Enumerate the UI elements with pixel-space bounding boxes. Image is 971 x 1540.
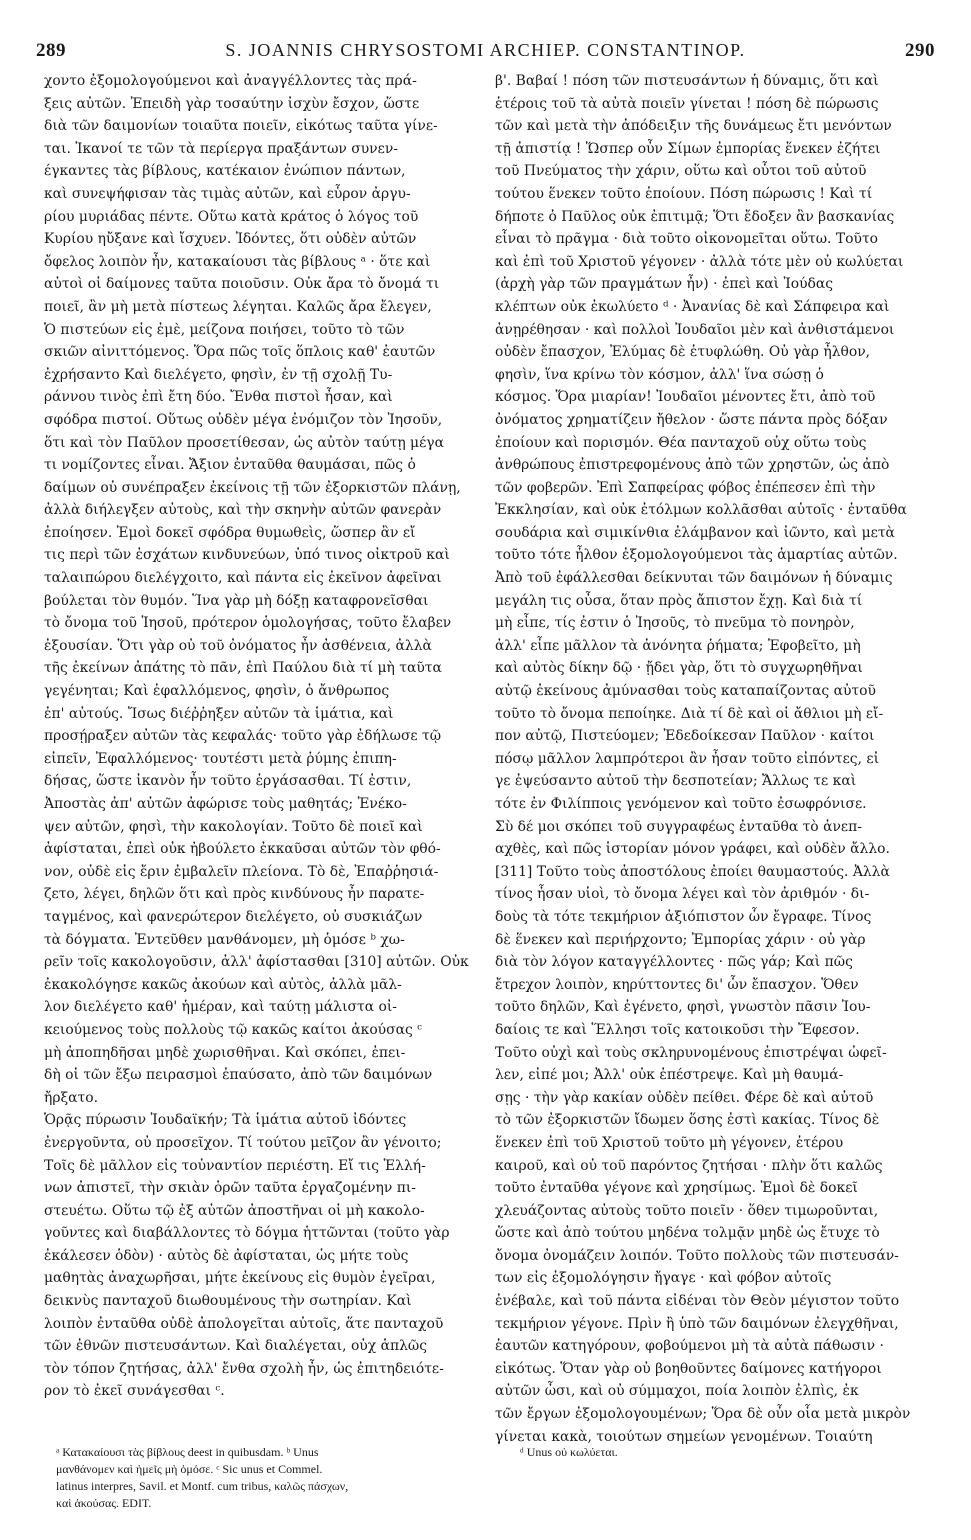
- text-line: δὲ ἕνεκεν καὶ περιήρχοντο; Ἐμπορίας χάριν · οὐ γὰρ: [495, 931, 866, 948]
- text-line: ρίου μυριάδας πέντε. Οὕτω κατὰ κράτος ὁ λόγος τοῦ: [44, 208, 419, 225]
- text-line: στευέτω. Οὕτω τῷ ἐξ αὐτῶν ἀποστῆναι οἱ μὴ κακολο-: [44, 1202, 425, 1219]
- text-line: ὀνόματος χρηματίζειν ἤθελον · ὥστε πάντα πρὸς δόξαν: [495, 411, 888, 428]
- text-line: διὰ τῶν δαιμονίων τοιαῦτα ποιεῖν, εἰκότως ταῦτα γίνε-: [44, 118, 438, 135]
- left-page-number: 289: [36, 40, 66, 61]
- text-line: ἐποίουν καὶ πορισμόν. Θέα πανταχοῦ οὐχ οὕτω τοὺς: [495, 434, 867, 451]
- text-line: χλευάζοντας αὐτοὺς τοῦτο ποιεῖν · ὅθεν τιμωροῦνται,: [495, 1202, 879, 1219]
- text-line: ξεις αὐτῶν. Ἐπειδὴ γὰρ τοσαύτην ἰσχὺν ἔσχον, ὥστε: [44, 95, 420, 112]
- text-line: τις περὶ τῶν ἐσχάτων κινδυνεύων, ὑπό τινος οἰκτροῦ καὶ: [44, 547, 450, 564]
- text-line: τοῦτο τότε ἦλθον ἐξομολογούμενοι τὰς ἁμαρτίας αὐτῶν.: [495, 547, 898, 564]
- text-line: τῶν ἐθνῶν πιστευσάντων. Καὶ διαλέγεται, οὐχ ἁπλῶς: [44, 1338, 428, 1355]
- text-line: σκιῶν αἰνιττόμενος. Ὅρα πῶς τοῖς ὅπλοις καθ' ἑαυτῶν: [44, 344, 436, 361]
- footnote-line: latinus interpres, Savil. et Montf. cum tribus, καλῶς πάσχων,: [56, 1479, 349, 1493]
- text-line: διὰ τὸν λόγον καταγγέλλοντες · πῶς γάρ; Καὶ πῶς: [495, 954, 853, 971]
- text-line: (ἀρχὴ γὰρ τῶν πραγμάτων ἦν) · ἐπεὶ καὶ Ἰούδας: [495, 276, 834, 293]
- text-line: σῃς · τὴν γὰρ κακίαν οὐδὲν πείθει. Φέρε δὲ καὶ αὐτοῦ: [495, 1089, 874, 1106]
- text-line: ράννου τινὸς ἐπὶ ἔτη δύο. Ἔνθα πιστοὶ ἦσαν, καὶ: [44, 389, 393, 406]
- right-page-number: 290: [905, 40, 935, 61]
- text-line: καὶ αὐτὸς δίκην δῷ · ᾔδει γὰρ, ὅτι τὸ συγχωρηθῆναι: [495, 660, 863, 677]
- text-line: δήποτε ὁ Παῦλος οὐκ ἐπιτιμᾷ; Ὅτι ἔδοξεν ἂν βασκανίας: [495, 208, 895, 225]
- text-line: [311] Τοῦτο τοὺς ἀποστόλους ἐποίει θαυμαστούς. Ἀλλὰ: [495, 863, 890, 880]
- text-line: δαίοις τε καὶ Ἕλλησι τοῖς κατοικοῦσι τὴν Ἔφεσον.: [495, 1021, 860, 1038]
- text-line: φησὶν, ἵνα κρίνω τὸν κόσμον, ἀλλ' ἵνα σώσῃ ὁ: [495, 366, 824, 383]
- text-line: εἰπεῖν, Ἐφαλλόμενος· τουτέστι μετὰ ῥύμης ἐπιπη-: [44, 750, 397, 767]
- text-line: νων ἀπιστεῖ, τὴν σκιὰν ὁρῶν ταῦτα ἐργαζομένην πι-: [44, 1180, 416, 1197]
- text-line: τοῦτο ἐνταῦθα γέγονε καὶ χρησίμως. Ἐμοὶ δὲ δοκεῖ: [495, 1180, 858, 1197]
- left-footnotes: [56, 1444, 486, 1512]
- text-line: ἐνεργοῦντα, οὐ προσεῖχον. Τί τούτου μεῖζον ἂν γένοιτο;: [44, 1134, 442, 1151]
- text-line: ἕνεκεν ἐπὶ τοῦ Χριστοῦ τοῦτο μὴ γέγονεν, ἑτέρου: [495, 1134, 844, 1151]
- text-line: τὰ δόγματα. Ἐντεῦθεν μανθάνομεν, μὴ ὁμόσε ᵇ χω-: [44, 931, 405, 948]
- text-line: λοιπὸν ἐνταῦθα οὐδὲ ἀπολογεῖται αὐτοῖς, ἅτε πανταχοῦ: [44, 1315, 444, 1332]
- text-line: δεικνὺς πανταχοῦ διωθουμένους τὴν σωτηρίαν. Καὶ: [44, 1293, 412, 1310]
- text-line: εἶναι τὸ πρᾶγμα · διὰ τοῦτο οἰκονομεῖται οὕτω. Τοῦτο: [495, 231, 879, 248]
- text-line: Ἀπὸ τοῦ ἐφάλλεσθαι δείκνυται τῶν δαιμόνων ἡ δύναμις: [495, 570, 893, 587]
- text-line: τεκμήριον γέγονε. Πρὶν ἢ ὑπὸ τῶν δαιμόνων ἐλεγχθῆναι,: [495, 1315, 899, 1332]
- text-line: ἀνθρώπους ἐπιστρεφομένους ἀπὸ τῶν χρηστῶν, ὡς ἀπὸ: [495, 457, 890, 474]
- text-line: αχθὲς, καὶ πῶς ἱστορίαν μόνον γράφει, καὶ οὐδὲν ἄλλο.: [495, 841, 890, 858]
- text-line: κλέπτων οὐκ ἐκωλύετο ᵈ · Ἀνανίας δὲ καὶ Σάπφειρα καὶ: [495, 298, 890, 315]
- text-line: βούλεται τὸν θυμόν. Ἵνα γὰρ μὴ δόξῃ καταφρονεῖσθαι: [44, 592, 429, 609]
- text-line: ἀλλ' εἶπε μᾶλλον τὰ ἀνόνητα ῥήματα; Ἐφοβεῖτο, μὴ: [495, 637, 861, 654]
- text-line: γοῦντες καὶ διαβάλλοντες τὸ δόγμα ἡττῶνται (τοῦτο γὰρ: [44, 1225, 450, 1242]
- text-line: δήσας, ὥστε ἱκανὸν ἦν τοῦτο ἐργάσασθαι. Τί ἐστιν,: [44, 773, 412, 790]
- text-line: χοντο ἐξομολογούμενοι καὶ ἀναγγέλλοντες τὰς πρά-: [44, 73, 417, 89]
- text-line: ἐκακολόγησε κακῶς ἀκούων καὶ αὐτὸς, ἀλλὰ μᾶλ-: [44, 976, 402, 993]
- running-title: S. JOANNIS CHRYSOSTOMI ARCHIEP. CONSTANTINOP.: [225, 40, 746, 60]
- running-header: [36, 40, 935, 66]
- text-line: τὸ ὄνομα τοῦ Ἰησοῦ, πρότερον ὁμολογήσας, τοῦτο ἔλαβεν: [44, 615, 452, 632]
- text-line: γε ἐψεύσαντο αὐτοῦ τὴν δεσποτείαν; Ἄλλως τε καὶ: [495, 773, 857, 790]
- text-line: τῇ ἀπιστίᾳ ! Ὥσπερ οὖν Σίμων ἐμπορίας ἕνεκεν ἐζήτει: [495, 140, 881, 157]
- text-line: εἰκότως. Ὅταν γὰρ οὐ βοηθοῦντες δαίμονες κατήγοροι: [495, 1360, 882, 1377]
- text-line: ται. Ἱκανοί τε τῶν τὰ περίεργα πραξάντων συνεν-: [44, 140, 398, 157]
- text-line: ταγμένος, καὶ φανερώτερον διελέγετο, οὐ συσκιάζων: [44, 908, 423, 925]
- right-text-column: [495, 70, 937, 1448]
- footnote-line: καὶ ἀκούσας. EDIT.: [56, 1496, 152, 1510]
- text-line: δὴ οἱ τῶν ἔξω πειρασμοὶ ἐπαύσατο, ἀπὸ τῶν δαιμόνων: [44, 1067, 433, 1084]
- text-line: ἤρξατο.: [44, 1089, 98, 1106]
- text-line: καιροῦ, καὶ οὐ τοῦ παρόντος ζητήσαι · πλὴν ὅτι καλῶς: [495, 1157, 883, 1174]
- text-line: ἐνέβαλε, καὶ τοῦ πάντα εἰδέναι τὸν Θεὸν μέγιστον τοῦτο: [495, 1293, 900, 1310]
- text-line: ὅτι καὶ τὸν Παῦλον προσετίθεσαν, ὡς αὐτὸν ταύτῃ μέγα: [44, 434, 444, 451]
- text-line: Τοῦτο οὐχὶ καὶ τοὺς σκληρυνομένους ἐπιστρέψαι ὠφεῖ-: [495, 1044, 887, 1061]
- text-line: καὶ συνεψήφισαν τὰς τιμὰς αὐτῶν, καὶ εὗρον ἀργυ-: [44, 185, 411, 202]
- text-line: Σὺ δέ μοι σκόπει τοῦ συγγραφέως ἐνταῦθα τὸ ἀνεπ-: [495, 818, 862, 835]
- text-line: ρον τὸ ἐκεῖ συνάγεσθαι ᶜ.: [44, 1383, 225, 1400]
- text-line: τὸν τόπον ζητήσας, ἀλλ' ἔνθα σχολὴ ἦν, ὡς ἐπιτηδειότε-: [44, 1360, 444, 1377]
- footnote-line: ᵈ Unus οὐ κωλύεται.: [520, 1445, 618, 1459]
- text-line: μὴ ἀποπηδῆσαι μηδὲ χωρισθῆναι. Καὶ σκόπει, ἐπει-: [44, 1044, 406, 1061]
- text-line: δοὺς τὰ τότε τεκμήριον ἀξιόπιστον ὧν ἔγραφε. Τίνος: [495, 908, 872, 925]
- text-line: ρεῖν τοῖς κακολογοῦσιν, ἀλλ' ἀφίστασθαι [310] αὐτῶν. Οὐκ: [44, 954, 469, 971]
- text-line: β'. Βαβαί ! πόση τῶν πιστευσάντων ἡ δύναμις, ὅτι καὶ: [495, 73, 879, 89]
- text-line: μὴ εἶπε, τίς ἐστιν ὁ Ἰησοῦς, τὸ πνεῦμα τὸ πονηρὸν,: [495, 615, 855, 632]
- text-line: αὐτῷ ἐκείνους ἀμύνασθαι τοὺς καταπαίζοντας αὐτοῦ: [495, 683, 876, 700]
- text-line: τούτου ἕνεκεν τοῦτο ἐποίουν. Πόση πώρωσις ! Καὶ τί: [495, 185, 873, 202]
- text-line: οὐδὲν ἔπασχον, Ἐλύμας δὲ ἐτυφλώθη. Οὐ γὰρ ἦλθον,: [495, 344, 871, 361]
- text-line: τίνος ἦσαν υἱοὶ, τὸ ὄνομα λέγει καὶ τὸν ἀριθμόν · δι-: [495, 886, 870, 903]
- text-line: δαίμων οὐ συνέπραξεν ἐκείνοις τῇ τῶν ἐξορκιστῶν πλάνῃ,: [44, 479, 461, 496]
- text-line: Ὁρᾷς πύρωσιν Ἰουδαϊκήν; Τὰ ἱμάτια αὐτοῦ ἰδόντες: [44, 1112, 407, 1129]
- text-line: πόσῳ μᾶλλον λαμπρότεροι ἂν ἦσαν τοῦτο εἰπόντες, εἰ: [495, 750, 880, 767]
- text-line: ἀνῃρέθησαν · καὶ πολλοὶ Ἰουδαῖοι μὲν καὶ ἀνθιστάμενοι: [495, 321, 895, 338]
- text-line: ζετο, λέγει, δηλῶν ὅτι καὶ πρὸς κινδύνους ἦν παρατε-: [44, 886, 425, 903]
- text-line: νον, οὐδὲ εἰς ἔριν ἐμβαλεῖν πλείονα. Τὸ δὲ, Ἐπαῤῥησιά-: [44, 863, 439, 880]
- text-line: Ὁ πιστεύων εἰς ἐμὲ, μείζονα ποιήσει, τοῦτο τὸ τῶν: [44, 321, 405, 338]
- text-line: τι νομίζοντες εἶναι. Ἄξιον ἐνταῦθα θαυμάσαι, πῶς ὁ: [44, 457, 416, 474]
- text-line: σφόδρα πιστοί. Οὕτως οὐδὲν μέγα ἐνόμιζον τὸν Ἰησοῦν,: [44, 411, 443, 428]
- text-line: λον διελέγετο καθ' ἡμέραν, καὶ ταύτῃ μάλιστα οἰ-: [44, 999, 397, 1016]
- text-line: τῆς ἐκείνων ἀπάτης τὸ πᾶν, ἐπὶ Παύλου διὰ τί μὴ ταῦτα: [44, 660, 442, 677]
- text-line: ἐκάλεσεν ὁδὸν) · αὐτὸς δὲ ἀφίσταται, ὡς μήτε τοὺς: [44, 1247, 409, 1264]
- text-line: ὄνομα ὀνομάζειν λοιπόν. Τοῦτο πολλοὺς τῶν πιστευσάν-: [495, 1247, 899, 1264]
- text-line: έγκαντες τὰς βίβλους, κατέκαιον ἐνώπιον πάντων,: [44, 163, 406, 180]
- text-line: προσῄραξεν αὐτῶν τὰς κεφαλάς· τοῦτο γὰρ ἐδήλωσε τῷ: [44, 728, 442, 745]
- left-text-column: [44, 70, 486, 1403]
- text-line: Ἐκκλησίαν, καὶ οὐκ ἐτόλμων κολλᾶσθαι αὐτοῖς · ἐνταῦθα: [495, 502, 907, 519]
- text-line: Κυρίου ηὔξανε καὶ ἴσχυεν. Ἰδόντες, ὅτι οὐδὲν αὐτῶν: [44, 231, 417, 248]
- footnote-line: ᵃ Κατακαίουσι τὰς βίβλους deest in quibusdam. ᵇ Unus: [56, 1445, 319, 1459]
- footnote-line: μανθάνομεν καὶ ἡμεῖς μὴ ὁμόσε. ᶜ Sic unus et Commel.: [56, 1462, 323, 1476]
- text-line: Ἀποστὰς ἀπ' αὐτῶν ἀφώρισε τοὺς μαθητάς; Ἐνέκο-: [44, 796, 407, 812]
- text-line: ἐχρήσαντο Καὶ διελέγετο, φησὶν, ἐν τῇ σχολῇ Τυ-: [44, 366, 393, 383]
- text-line: γίνεται κακὰ, τοιούτων σημείων γενομένων. Τοιαύτη: [495, 1428, 873, 1445]
- text-line: ἐξουσίαν. Ὅτι γὰρ οὐ τοῦ ὀνόματος ἦν ἀσθένεια, ἀλλὰ: [44, 637, 432, 654]
- text-line: τῶν καὶ μετὰ τὴν ἀπόδειξιν τῆς δυνάμεως ἔτι μενόντων: [495, 118, 892, 135]
- text-line: μαθητὰς ἀναχωρῆσαι, μήτε ἐκείνους εἰς θυμὸν ἐγεῖραι,: [44, 1270, 436, 1287]
- text-line: ψεν αὐτῶν, φησὶ, τὴν κακολογίαν. Τοῦτο δὲ ποιεῖ καὶ: [44, 818, 423, 835]
- text-line: ἑαυτῶν κατηγόρουν, φοβούμενοι μὴ τὰ αὐτὰ πάθωσιν ·: [495, 1338, 884, 1355]
- text-line: τοῦ Πνεύματος τὴν χάριν, οὕτω καὶ οὗτοι τοῦ αὐτοῦ: [495, 163, 867, 180]
- text-line: αὐτῶν ὦσι, καὶ οὐ σύμμαχοι, ποία λοιπὸν ἐλπὶς, ἐκ: [495, 1383, 859, 1400]
- text-line: ὥστε καὶ ἀπὸ τούτου μηδένα τολμᾷν μηδὲ ὡς ἔτυχε τὸ: [495, 1225, 880, 1242]
- text-line: πον αὐτῷ, Πιστεύομεν; Ἐδεδοίκεσαν Παῦλον · καίτοι: [495, 728, 875, 745]
- text-line: Τοῖς δὲ μᾶλλον εἰς τοὐναντίον περιέστη. Εἴ τις Ἑλλή-: [44, 1157, 426, 1174]
- text-line: κόσμος. Ὅρα μιαρίαν! Ἰουδαῖοι μένοντες ἔτι, ἀπὸ τοῦ: [495, 389, 876, 406]
- text-line: ἐπ' αὐτούς. Ἴσως διέῤῥηξεν αὐτῶν τὰ ἱμάτια, καὶ: [44, 705, 394, 722]
- text-line: τότε ἐν Φιλίπποις γενόμενον καὶ τοῦτο ἐσωφρόνισε.: [495, 796, 867, 812]
- text-line: ταλαιπώρου διελέγχοιτο, καὶ πάντα εἰς ἐκεῖνον ἀφεῖναι: [44, 570, 442, 587]
- text-line: λεν, εἰπέ μοι; Ἀλλ' οὐκ ἐπέστρεψε. Καὶ μὴ θαυμά-: [495, 1067, 844, 1084]
- text-line: τῶν φοβερῶν. Ἐπὶ Σαπφείρας φόβος ἐπέπεσεν ἐπὶ τὴν: [495, 479, 876, 496]
- text-line: τὸ τῶν ἐξορκιστῶν ἴδωμεν ὅσης ἐστὶ κακίας. Τίνος δὲ: [495, 1112, 880, 1129]
- text-line: τῶν ἔργων ἐξομολογουμένων; Ὅρα δὲ οὖν οἷα μετὰ μικρὸν: [495, 1406, 911, 1423]
- text-line: τοῦτο τὸ ὄνομα πεποίηκε. Διὰ τί δὲ καὶ οἱ ἄθλιοι μὴ εἴ-: [495, 705, 884, 722]
- text-line: ἑτέροις τοῦ τὰ αὐτὰ ποιεῖν γίνεται ! πόση δὲ πώρωσις: [495, 95, 879, 112]
- text-line: ἔτρεχον λοιπὸν, κηρύττοντες δι' ὧν ἔπασχον. Ὅθεν: [495, 976, 859, 993]
- text-line: γεγένηται; Καὶ ἐφαλλόμενος, φησὶν, ὁ ἄνθρωπος: [44, 683, 390, 700]
- text-line: αὐτοὶ οἱ δαίμονες ταῦτα ποιοῦσιν. Οὐκ ἄρα τὸ ὄνομά τι: [44, 276, 440, 293]
- text-line: ἀφίσταται, ἐπεὶ οὐκ ἠβούλετο ἐκκαῦσαι αὐτῶν τὸν φθό-: [44, 841, 441, 858]
- text-line: ὄφελος λοιπὸν ἦν, κατακαίουσι τὰς βίβλους ᵃ · ὅτε καὶ: [44, 253, 431, 270]
- text-line: σουδάρια καὶ σιμικίνθια ἐλάμβανον καὶ ἰῶντο, καὶ μετὰ: [495, 524, 895, 541]
- text-line: ἀλλὰ διήλεγξεν αὐτοὺς, καὶ τὴν σκηνὴν αὐτῶν φανερὰν: [44, 502, 442, 519]
- text-line: μεγάλη τις οὖσα, ὅταν πρὸς ἄπιστον ἔχῃ. Καὶ διὰ τί: [495, 592, 863, 609]
- text-line: των εἰς ἐξομολόγησιν ἤγαγε · καὶ φόβον αὐτοῖς: [495, 1270, 832, 1287]
- text-line: ποιεῖ, ἂν μὴ μετὰ πίστεως λέγηται. Καλῶς ἄρα ἔλεγεν,: [44, 298, 432, 315]
- text-line: τοῦτο δηλῶν, Καὶ ἐγένετο, φησὶ, γνωστὸν πᾶσιν Ἰου-: [495, 999, 871, 1016]
- text-line: κειούμενος τοὺς πολλοὺς τῷ κακῶς καίτοι ἀκούσας ᶜ: [44, 1021, 422, 1038]
- text-line: ἐποίησεν. Ἐμοὶ δοκεῖ σφόδρα θυμωθεὶς, ὥσπερ ἂν εἴ: [44, 524, 416, 541]
- text-line: καὶ ἐπὶ τοῦ Χριστοῦ γέγονεν · ἀλλὰ τότε μὲν οὐ κωλύεται: [495, 253, 904, 270]
- right-footnotes: [520, 1444, 950, 1461]
